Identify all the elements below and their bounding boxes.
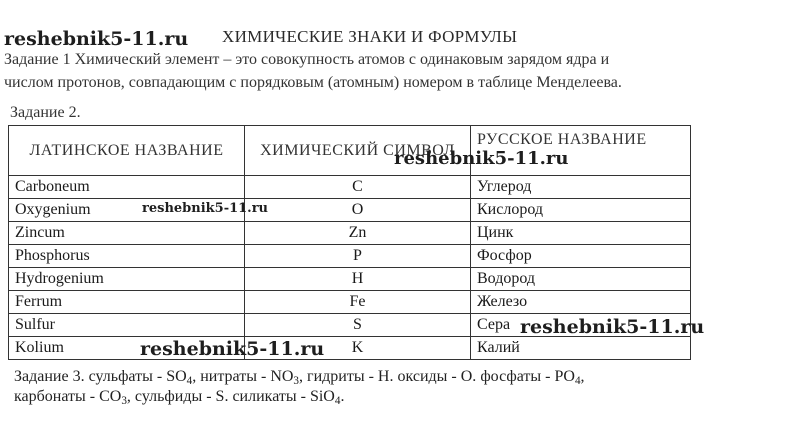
header-russian: РУССКОЕ НАЗВАНИЕ <box>471 126 691 176</box>
watermark: reshebnik5-11.ru <box>142 201 269 216</box>
watermark: reshebnik5-11.ru <box>4 28 189 50</box>
header-latin: ЛАТИНСКОЕ НАЗВАНИЕ <box>9 126 245 176</box>
cell-russian: Цинк <box>471 222 691 245</box>
table-header-row <box>9 126 691 176</box>
cell-latin: Kolium <box>9 337 245 360</box>
table-row <box>9 337 691 360</box>
cell-latin: Phosphorus <box>9 245 245 268</box>
cell-symbol: C <box>245 176 471 199</box>
cell-latin: Ferrum <box>9 291 245 314</box>
cell-symbol: H <box>245 268 471 291</box>
task3-item: силикаты - SiO$_4$. <box>232 388 345 407</box>
task3-item: сульфиды - S. <box>134 388 229 405</box>
task3-item: карбонаты - $CO_3$, <box>14 388 131 407</box>
cell-russian: Фосфор <box>471 245 691 268</box>
cell-russian: Сера <box>471 314 691 337</box>
cell-latin: Zincum <box>9 222 245 245</box>
table-row <box>9 199 691 222</box>
cell-latin: Oxygenium <box>9 199 245 222</box>
cell-russian: Углерод <box>471 176 691 199</box>
task1-text-line1: Задание 1 Химический элемент – это совокупность атомов с одинаковым зарядом ядра и <box>4 51 610 68</box>
cell-symbol: P <box>245 245 471 268</box>
cell-latin: Sulfur <box>9 314 245 337</box>
table-row <box>9 291 691 314</box>
task1-text-line2: числом протонов, совпадающим с порядковым (атомным) номером в таблице Менделеева. <box>4 74 622 91</box>
cell-russian: Калий <box>471 337 691 360</box>
task3-item: фосфаты - $PO_4$, <box>480 368 585 387</box>
cell-russian: Железо <box>471 291 691 314</box>
task3-label: Задание 3. <box>14 368 85 385</box>
task3-line1 <box>14 368 585 386</box>
cell-symbol: O <box>245 199 471 222</box>
table-row <box>9 268 691 291</box>
cell-symbol: Zn <box>245 222 471 245</box>
cell-symbol: Fe <box>245 291 471 314</box>
watermark: reshebnik5-11.ru <box>140 338 325 360</box>
task3-line2 <box>14 388 344 406</box>
page-title: ХИМИЧЕСКИЕ ЗНАКИ И ФОРМУЛЫ <box>222 27 518 46</box>
cell-russian: Кислород <box>471 199 691 222</box>
cell-latin: Carboneum <box>9 176 245 199</box>
task3-item: оксиды - O. <box>397 368 477 385</box>
cell-symbol: K <box>245 337 471 360</box>
header-symbol: ХИМИЧЕСКИЙ СИМВОЛ <box>245 126 471 176</box>
cell-latin: Hydrogenium <box>9 268 245 291</box>
watermark: reshebnik5-11.ru <box>520 316 705 338</box>
table-row <box>9 176 691 199</box>
task3-item: сульфаты - $SO_4$, <box>88 368 197 387</box>
table-row <box>9 245 691 268</box>
cell-symbol: S <box>245 314 471 337</box>
task2-label: Задание 2. <box>10 104 81 121</box>
table-row <box>9 222 691 245</box>
cell-russian: Водород <box>471 268 691 291</box>
watermark: reshebnik5-11.ru <box>394 148 569 169</box>
task3-item: гидриты - H. <box>307 368 394 385</box>
task3-item: нитраты - $NO_3$, <box>200 368 304 387</box>
